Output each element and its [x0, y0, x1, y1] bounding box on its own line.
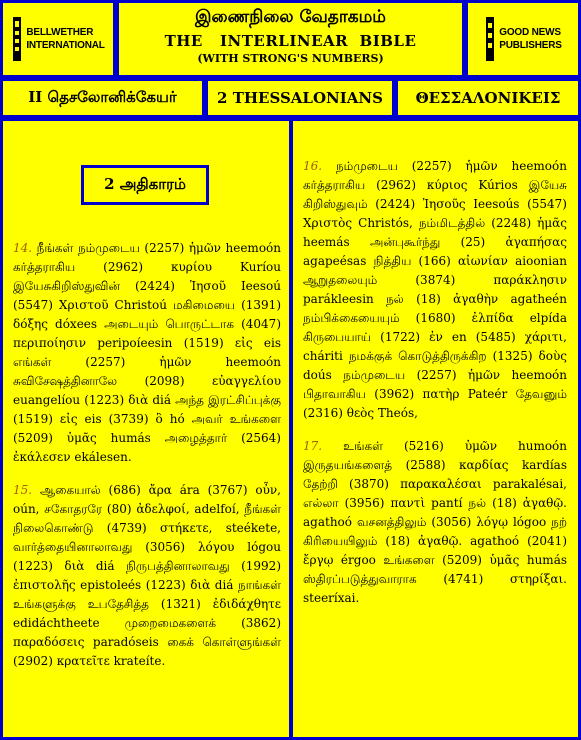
- verse-text: உங்கள் (5216) ὑμῶν humoón இருதயங்களைத் (2588) καρδίας kardías தேற்றி (3870) παρακαλέσαι parakalésai, எல்லா (3956) παντὶ pantí நல் (18) ἀγαθῷ. agathoó வசனத்திலும் (3056) λόγῳ lógoo நற் கிரியையிலும் (18) ἀγαθῷ. agathoó (2041) ἔργῳ érgoo உங்களை (5209) ὑμᾶς humás ஸ்திரப்படுத்துவாராக (4741) στηρίξαι. steeríxai.: [303, 439, 567, 605]
- title-block: [116, 0, 465, 78]
- book-name-tamil: II தெசலோனிக்கேயர்: [28, 88, 177, 106]
- bellwether-logo: [0, 0, 116, 78]
- book-name-english: 2 THESSALONIANS: [217, 89, 383, 107]
- book-name-greek: ΘΕΣΣΑΛΟΝΙΚΕΙΣ: [415, 89, 561, 107]
- verse-text: நீங்கள் நம்முடைய (2257) ἡμῶν heemoón கர்த்தராகிய (2962) κυρίου Kuríou இயேசுகிறிஸ்துவின் (2424) Ἰησοῦ Ieesoú (5547) Χριστοῦ Christoú மகிமையை (1391) δόξης dóxees அடையும் பொருட்டாக (4047) περιποίησιν peripoíeesin (1519) εἰς eis எங்கள் (2257) ἡμῶν heemoón சுவிசேஷத்தினாலே (2098) εὐαγγελίου euangelíou (1223) διὰ diá அந்த இரட்சிப்புக்கு (1519) εἰς eis (3739) ὃ hó அவர் உங்களை (5209) ὑμᾶς humás அழைத்தார் (2564) ἐκάλεσεν ekálesen.: [13, 241, 281, 464]
- book-name-tamil-box: [0, 78, 205, 118]
- verse-text: ஆகையால் (686) ἄρα ára (3767) οὖν, oún, சகோதரரே (80) ἀδελφοί, adelfoí, நீங்கள் நிலைகொண்டு (4739) στήκετε, steékete, வார்த்தையினாலாவது (3056) λόγου lógou (1223) διὰ diá நிருபத்தினாலாவது (1992) ἐπιστολῆς epistoleés (1223) διὰ diá நாங்கள் உங்களுக்கு உபதேசித்த (1321) ἐδιδάχθητε edidáchtheete முறைமைகளைக் (3862) παραδόσεις paradóseis கைக் கொள்ளுங்கள் (2902) κρατεῖτε krateíte.: [13, 483, 281, 668]
- verse-number: 17.: [303, 439, 323, 453]
- good-news-logo-text: [499, 26, 561, 52]
- bellwether-logo-text: [26, 26, 104, 52]
- logo-line-1: GOOD NEWS: [499, 27, 561, 38]
- right-column: [290, 118, 581, 740]
- title-subtitle: (WITH STRONG'S NUMBERS): [197, 52, 384, 65]
- good-news-logo: [465, 0, 581, 78]
- verse-number: 14.: [13, 241, 33, 255]
- verse-text: நம்முடைய (2257) ἡμῶν heemoón கர்த்தராகிய (2962) κύριος Kúrios இயேசு கிறிஸ்துவும் (2424) Ἰησοῦς Ieesoús (5547) Χριστὸς Christós, நம்மிடத்தில் (2248) ἡμᾶς heemás அன்புகூர்ந்து (25) ἀγαπήσας agapeésas நித்திய (166) αἰωνίαν aioonian ஆறுதலையும் (3874) παράκλησιν parákleesin நல் (18) ἀγαθὴν agatheén நம்பிக்கையையும் (1680) ἐλπίδα elpída கிருபையாய் (1722) ἐν en (5485) χάριτι, cháriti நமக்குக் கொடுத்திருக்கிற (1325) δοὺς doús நம்முடைய (2257) ἡμῶν heemoón பிதாவாகிய (3962) πατὴρ Pateér தேவனும் (2316) θεὸς Theós,: [303, 159, 567, 420]
- logo-line-2: INTERNATIONAL: [26, 40, 105, 51]
- book-name-english-box: [205, 78, 395, 118]
- chapter-heading: 2 அதிகாரம்: [81, 165, 209, 205]
- title-english: THE INTERLINEAR BIBLE: [164, 32, 417, 50]
- verse-number: 15.: [13, 483, 33, 497]
- bellwether-mark-icon: [11, 15, 23, 63]
- left-verse-list: [13, 239, 281, 685]
- verse-16: [303, 157, 567, 423]
- verse-number: 16.: [303, 159, 323, 173]
- right-verse-list: [303, 157, 567, 622]
- title-tamil: இணைநிலை வேதாகமம்: [195, 7, 386, 27]
- verse-15: [13, 481, 281, 671]
- good-news-mark-icon: [484, 15, 496, 63]
- verse-14: [13, 239, 281, 467]
- logo-line-2: PUBLISHERS: [499, 40, 562, 51]
- left-column: [0, 118, 292, 740]
- logo-line-1: BELLWETHER: [26, 27, 94, 38]
- verse-17: [303, 437, 567, 608]
- book-name-greek-box: [395, 78, 581, 118]
